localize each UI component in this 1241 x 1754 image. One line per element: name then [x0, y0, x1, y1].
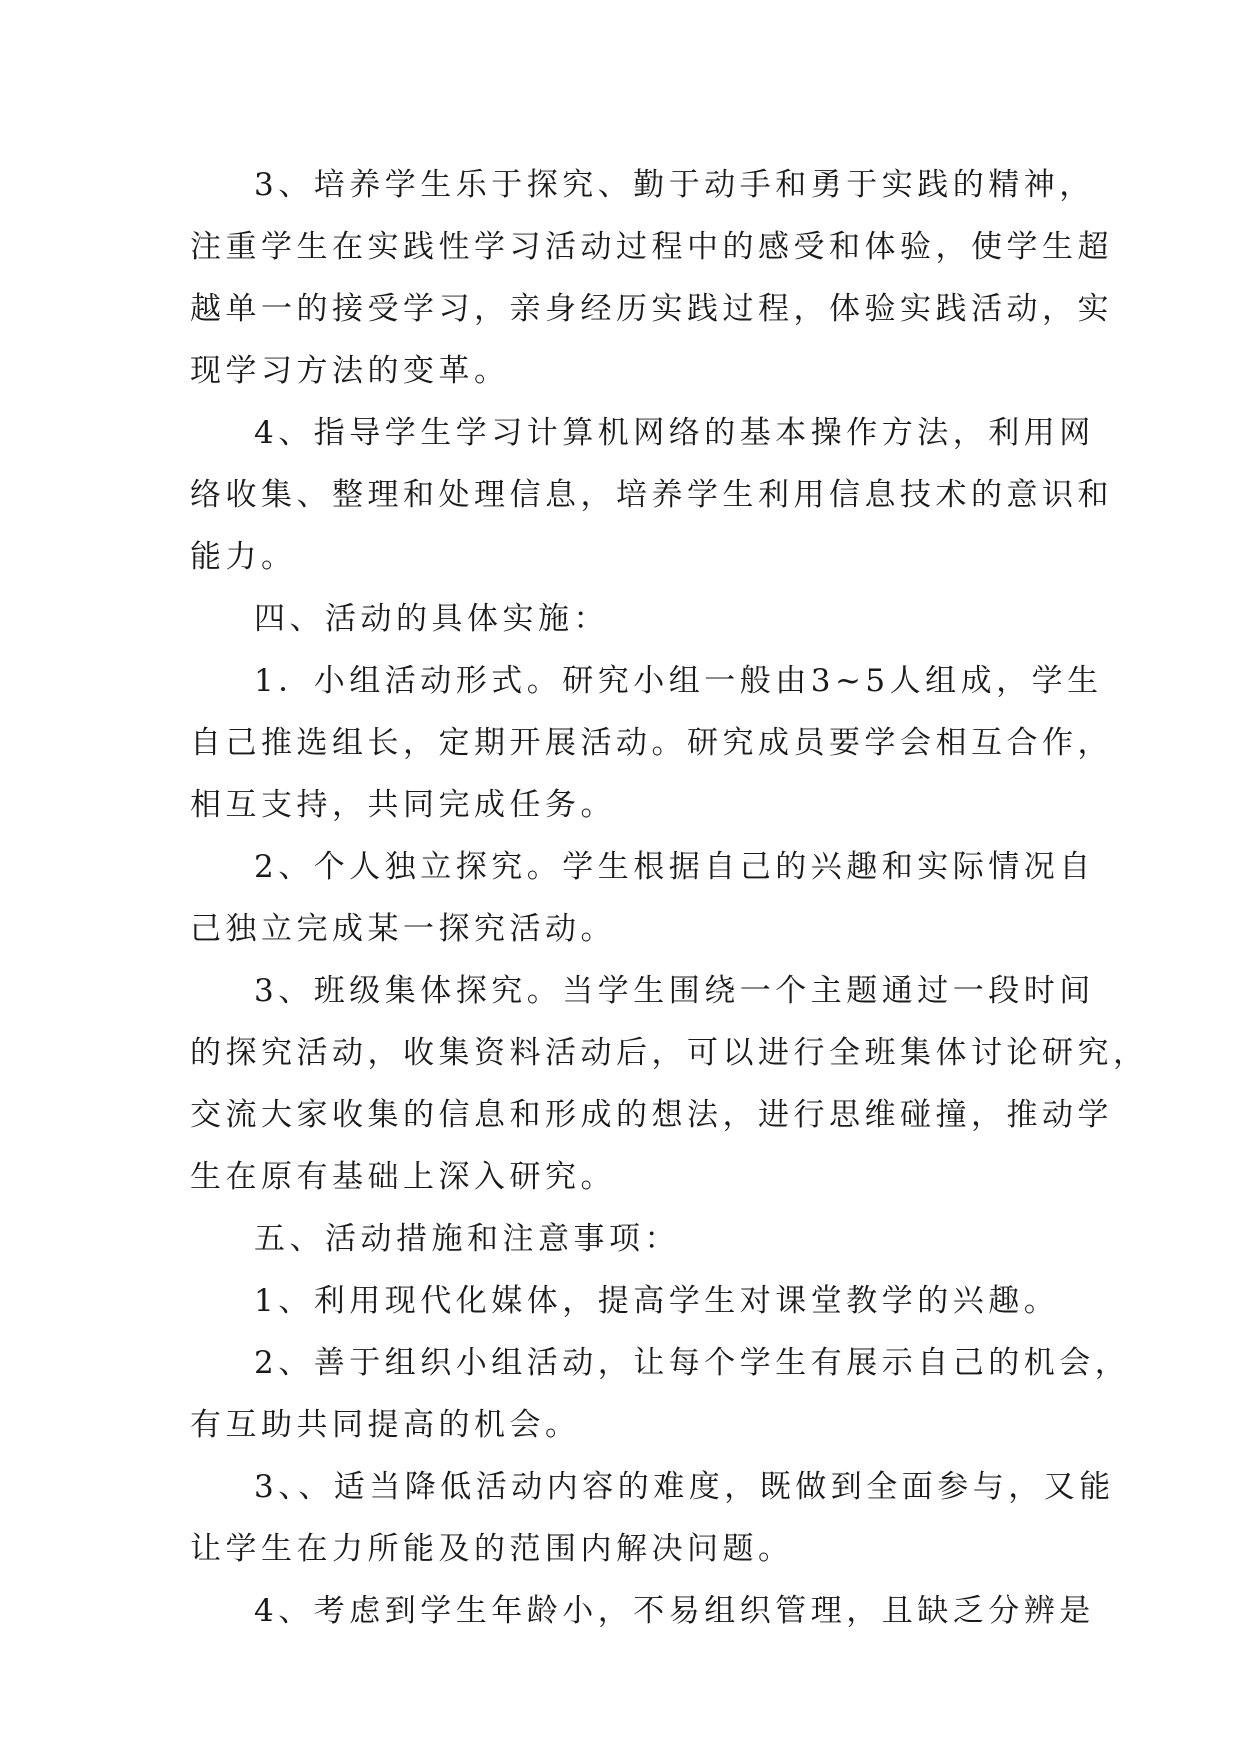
paragraph-line: 3、班级集体探究。当学生围绕一个主题通过一段时间 [254, 973, 1095, 1009]
paragraph-line: 2、个人独立探究。学生根据自己的兴趣和实际情况自 [254, 849, 1095, 885]
paragraph-line: 现学习方法的变革。 [190, 353, 510, 389]
paragraph-line: 4、考虑到学生年龄小，不易组织管理，且缺乏分辨是 [254, 1593, 1095, 1629]
paragraph-line: 4、指导学生学习计算机网络的基本操作方法，利用网 [254, 415, 1095, 451]
paragraph-line: 己独立完成某一探究活动。 [190, 911, 616, 947]
paragraph-line: 1、利用现代化媒体，提高学生对课堂教学的兴趣。 [254, 1283, 1060, 1319]
paragraph-line: 相互支持，共同完成任务。 [190, 787, 616, 823]
section-heading: 四、活动的具体实施： [254, 601, 609, 637]
section-heading: 五、活动措施和注意事项： [254, 1221, 680, 1257]
paragraph-line: 1．小组活动形式。研究小组一般由3~5人组成，学生 [254, 663, 1103, 699]
paragraph-line: 自己推选组长，定期开展活动。研究成员要学会相互合作， [190, 725, 1113, 761]
paragraph-line: 交流大家收集的信息和形成的想法，进行思维碰撞，推动学 [190, 1097, 1113, 1133]
paragraph-line: 3、、适当降低活动内容的难度，既做到全面参与，又能 [254, 1469, 1115, 1505]
paragraph-line: 络收集、整理和处理信息，培养学生利用信息技术的意识和 [190, 477, 1113, 513]
paragraph-line: 让学生在力所能及的范围内解决问题。 [190, 1531, 794, 1567]
paragraph-line: 3、培养学生乐于探究、勤于动手和勇于实践的精神， [254, 167, 1095, 203]
paragraph-line: 生在原有基础上深入研究。 [190, 1159, 616, 1195]
paragraph-line: 越单一的接受学习，亲身经历实践过程，体验实践活动，实 [190, 291, 1113, 327]
paragraph-line: 的探究活动，收集资料活动后，可以进行全班集体讨论研究， [190, 1035, 1149, 1071]
paragraph-line: 2、善于组织小组活动，让每个学生有展示自己的机会， [254, 1345, 1131, 1381]
paragraph-line: 有互助共同提高的机会。 [190, 1407, 581, 1443]
document-body [190, 154, 1149, 1642]
paragraph-line: 能力。 [190, 539, 297, 575]
paragraph-line: 注重学生在实践性学习活动过程中的感受和体验，使学生超 [190, 229, 1113, 265]
